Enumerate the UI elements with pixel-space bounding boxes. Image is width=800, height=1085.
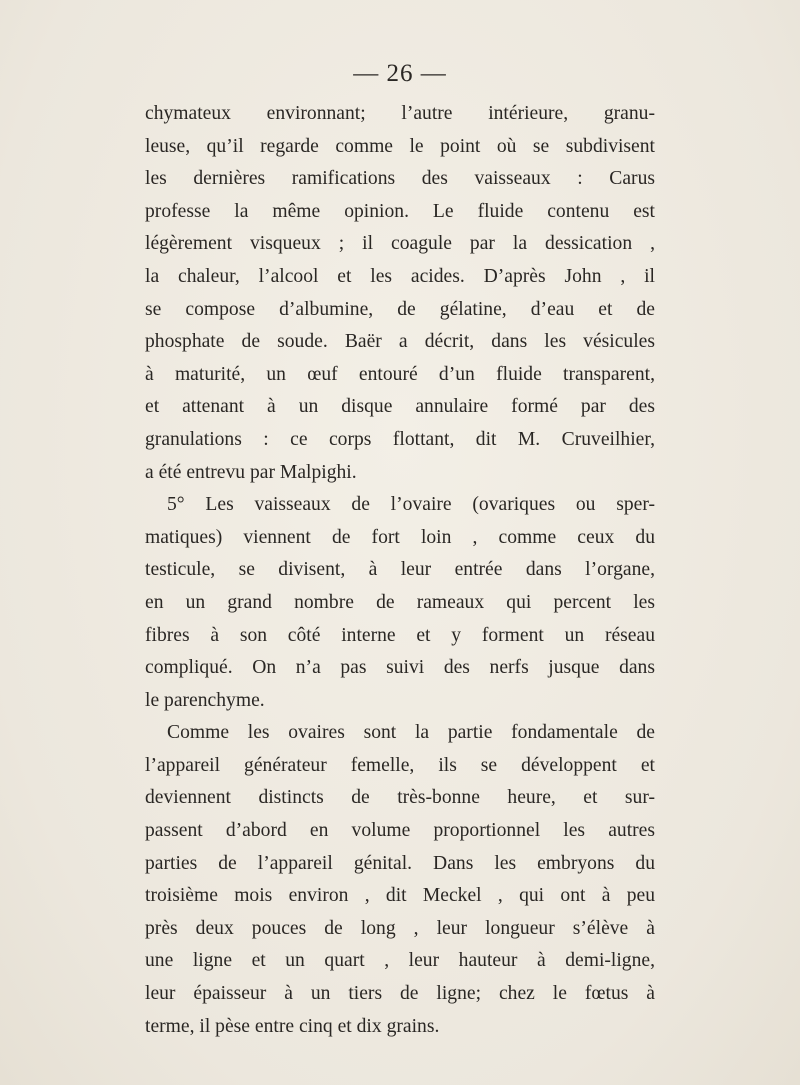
- text-line: phosphate de soude. Baër a décrit, dans les vésicules: [145, 331, 655, 353]
- paragraph-2: [145, 489, 655, 717]
- text-line: Comme les ovaires sont la partie fondamentale de: [167, 722, 655, 744]
- text-line: en un grand nombre de rameaux qui percent les: [145, 591, 655, 613]
- text-line: fibres à son côté interne et y forment un réseau: [145, 624, 655, 646]
- paragraph-3: [145, 717, 655, 1043]
- page-number: — 26 —: [353, 60, 447, 87]
- text-line: leuse, qu’il regarde comme le point où se subdivisent: [145, 135, 655, 157]
- text-line: le parenchyme.: [145, 689, 265, 711]
- text-line: compliqué. On n’a pas suivi des nerfs jusque dans: [145, 657, 655, 679]
- text-line: parties de l’appareil génital. Dans les embryons du: [145, 852, 655, 874]
- text-line: les dernières ramifications des vaisseaux : Carus: [145, 168, 655, 190]
- text-line: matiques) viennent de fort loin , comme ceux du: [145, 526, 655, 548]
- text-line: près deux pouces de long , leur longueur s’élève à: [145, 917, 655, 939]
- text-line: la chaleur, l’alcool et les acides. D’après John , il: [145, 265, 655, 287]
- text-line: professe la même opinion. Le fluide contenu est: [145, 200, 655, 222]
- text-line: a été entrevu par Malpighi.: [145, 461, 357, 483]
- text-line: granulations : ce corps flottant, dit M. Cruveilhier,: [145, 428, 655, 450]
- text-line: une ligne et un quart , leur hauteur à demi-ligne,: [145, 950, 655, 972]
- text-line: chymateux environnant; l’autre intérieure, granu-: [145, 103, 655, 124]
- text-line: troisième mois environ , dit Meckel , qui ont à peu: [145, 885, 655, 907]
- text-line: se compose d’albumine, de gélatine, d’eau et de: [145, 298, 655, 320]
- text-line: 5° Les vaisseaux de l’ovaire (ovariques ou sper-: [167, 494, 655, 516]
- text-line: et attenant à un disque annulaire formé par des: [145, 396, 655, 418]
- text-line: leur épaisseur à un tiers de ligne; chez le fœtus à: [145, 983, 655, 1005]
- text-line: l’appareil générateur femelle, ils se développent et: [145, 754, 655, 776]
- body-text: [145, 98, 655, 1043]
- text-line: testicule, se divisent, à leur entrée dans l’organe,: [145, 559, 655, 581]
- text-line: légèrement visqueux ; il coagule par la dessication ,: [145, 233, 655, 255]
- paragraph-1: [145, 98, 655, 489]
- text-line: passent d’abord en volume proportionnel les autres: [145, 820, 655, 842]
- text-line: deviennent distincts de très-bonne heure, et sur-: [145, 787, 655, 809]
- text-line: à maturité, un œuf entouré d’un fluide transparent,: [145, 363, 655, 385]
- text-line: terme, il pèse entre cinq et dix grains.: [145, 1015, 440, 1037]
